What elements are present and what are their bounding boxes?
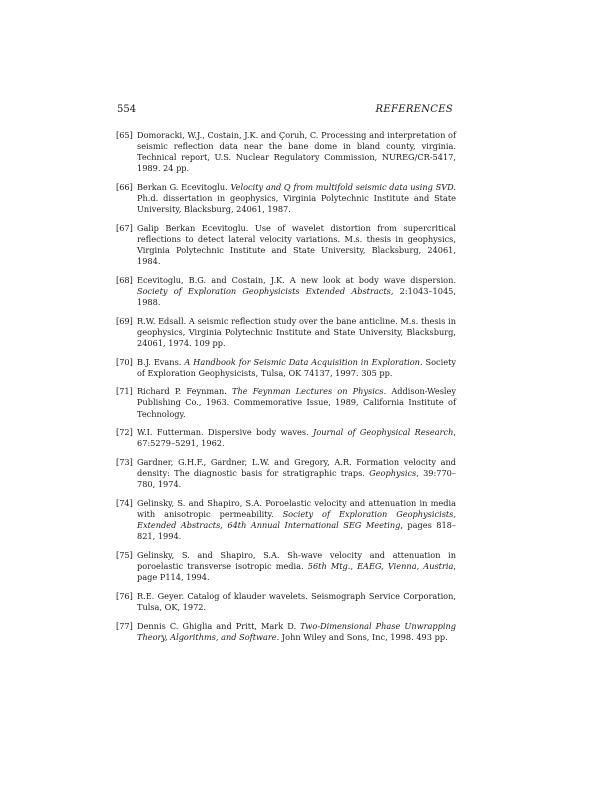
reference-text — [137, 498, 456, 542]
reference-text-segment: Addison-Wesley Publishing Co., 1963. Commemorative Issue, 1989, California Institute of Technology. — [137, 386, 456, 419]
reference-entry — [116, 386, 456, 419]
reference-text — [137, 275, 456, 308]
running-header — [117, 104, 453, 116]
reference-number: [71] — [116, 386, 133, 397]
reference-number: [66] — [116, 181, 133, 192]
reference-entry — [116, 621, 456, 643]
reference-text-segment: , pages 818–821, 1994. — [137, 520, 456, 542]
reference-text-segment: B.J. Evans. — [137, 356, 185, 367]
reference-text — [137, 316, 456, 349]
reference-entry — [116, 182, 456, 215]
reference-text-segment: Ph.d. dissertation in geophysics, Virginia Polytechnic Institute and State University, Blacksburg, 24061, 1987. — [137, 193, 456, 215]
reference-number: [77] — [116, 620, 133, 631]
reference-text-segment: Dennis C. Ghiglia and Pritt, Mark D. — [137, 620, 301, 631]
reference-title-italic: Society of Exploration Geophysicists, Extended Abstracts, 64th Annual International SEG Meeting — [137, 508, 456, 531]
page-number: 554 — [117, 104, 137, 115]
reference-text-segment: Richard P. Feynman. — [137, 386, 233, 397]
reference-title-italic: Velocity and Q from multifold seismic data using SVD. — [230, 181, 456, 192]
reference-entry — [116, 223, 456, 267]
reference-number: [75] — [116, 549, 133, 560]
reference-text — [137, 591, 456, 613]
reference-entry — [116, 130, 456, 174]
reference-number: [72] — [116, 427, 133, 438]
reference-text-segment: , 67:5279–5291, 1962. — [137, 427, 456, 449]
reference-text-segment: Gelinsky, S. and Shapiro, S.A. Sh-wave velocity and attenuation in poroelastic transverse isotropic media. — [137, 549, 456, 571]
reference-text — [137, 621, 456, 643]
reference-text-segment: W.I. Futterman. Dispersive body waves. — [137, 427, 314, 438]
reference-text — [137, 130, 456, 174]
reference-text-segment: Galip Berkan Ecevitoglu. Use of wavelet distortion from supercritical reflections to detect lateral velocity variations. M.s. thesis in geophysics, Virginia Polytechnic Institute and State University, Blacksburg, 24061, 1984. — [137, 222, 456, 267]
reference-entry — [116, 275, 456, 308]
reference-title-italic: Two-Dimensional Phase Unwrapping Theory, Algorithms, and Software. — [137, 620, 457, 642]
reference-title-italic: A Handbook for Seismic Data Acquisition in Exploration. — [184, 356, 423, 367]
reference-entry — [116, 498, 456, 542]
reference-number: [65] — [116, 130, 133, 140]
reference-title-italic: The Feynman Lectures on Physics. — [232, 386, 387, 397]
reference-text — [137, 457, 456, 490]
reference-title-italic: Journal of Geophysical Research — [313, 427, 454, 438]
reference-title-italic: 56th Mtg., EAEG, Vienna, Austria — [307, 560, 454, 571]
reference-text — [137, 357, 456, 379]
reference-text — [137, 223, 456, 267]
reference-entry — [116, 591, 456, 613]
reference-number: [70] — [116, 356, 133, 367]
reference-list — [116, 130, 456, 650]
reference-number: [69] — [116, 315, 133, 326]
reference-text-segment: , page P114, 1994. — [137, 560, 456, 583]
reference-entry — [116, 427, 456, 449]
reference-text-segment: Berkan G. Ecevitoglu. — [137, 181, 231, 192]
reference-text-segment: Ecevitoglu, B.G. and Costain, J.K. A new look at body wave dispersion. — [137, 274, 456, 285]
reference-number: [74] — [116, 497, 133, 508]
reference-number: [76] — [116, 590, 133, 601]
reference-entry — [116, 457, 456, 490]
reference-text — [137, 550, 456, 583]
reference-text-segment: John Wiley and Sons, Inc, 1998. 493 pp. — [279, 631, 448, 642]
reference-text-segment: Society of Exploration Geophysicists, Tulsa, OK 74137, 1997. 305 pp. — [137, 356, 456, 378]
reference-text-segment: , 2:1043–1045, 1988. — [137, 285, 456, 307]
reference-text — [137, 182, 456, 215]
reference-number: [68] — [116, 274, 133, 285]
reference-text — [137, 427, 456, 449]
reference-text-segment: R.E. Geyer. Catalog of klauder wavelets. Seismograph Service Corporation, Tulsa, OK, 1972. — [137, 590, 456, 612]
reference-number: [67] — [116, 222, 133, 233]
reference-entry — [116, 550, 456, 583]
reference-text — [137, 386, 456, 419]
reference-text-segment: Domoracki, W.J., Costain, J.K. and Çoruh, C. Processing and interpretation of seismic reflection data near the bane dome in bland county, virginia. Technical report, U.S. Nuclear Regulatory Commission, NUREG/CR-5417, 1989. 24 pp. — [137, 130, 456, 174]
reference-entry — [116, 357, 456, 379]
reference-text-segment: , 39:770–780, 1974. — [137, 468, 456, 490]
reference-title-italic: Society of Exploration Geophysicists Extended Abstracts — [137, 285, 391, 296]
reference-number: [73] — [116, 457, 133, 467]
reference-entry — [116, 316, 456, 349]
reference-text-segment: Gardner, G.H.F., Gardner, L.W. and Gregory, A.R. Formation velocity and density: The diagnostic basis for stratigraphic traps. — [137, 457, 456, 479]
running-title: REFERENCES — [375, 104, 453, 115]
reference-text-segment: Gelinsky, S. and Shapiro, S.A. Poroelastic velocity and attenuation in media with anisotropic permeability. — [137, 497, 456, 519]
reference-text-segment: R.W. Edsall. A seismic reflection study over the bane anticline. M.s. thesis in geophysics, Virginia Polytechnic Institute and State University, Blacksburg, 24061, 1974. 109 pp. — [137, 315, 456, 348]
reference-title-italic: Geophysics — [369, 468, 417, 479]
